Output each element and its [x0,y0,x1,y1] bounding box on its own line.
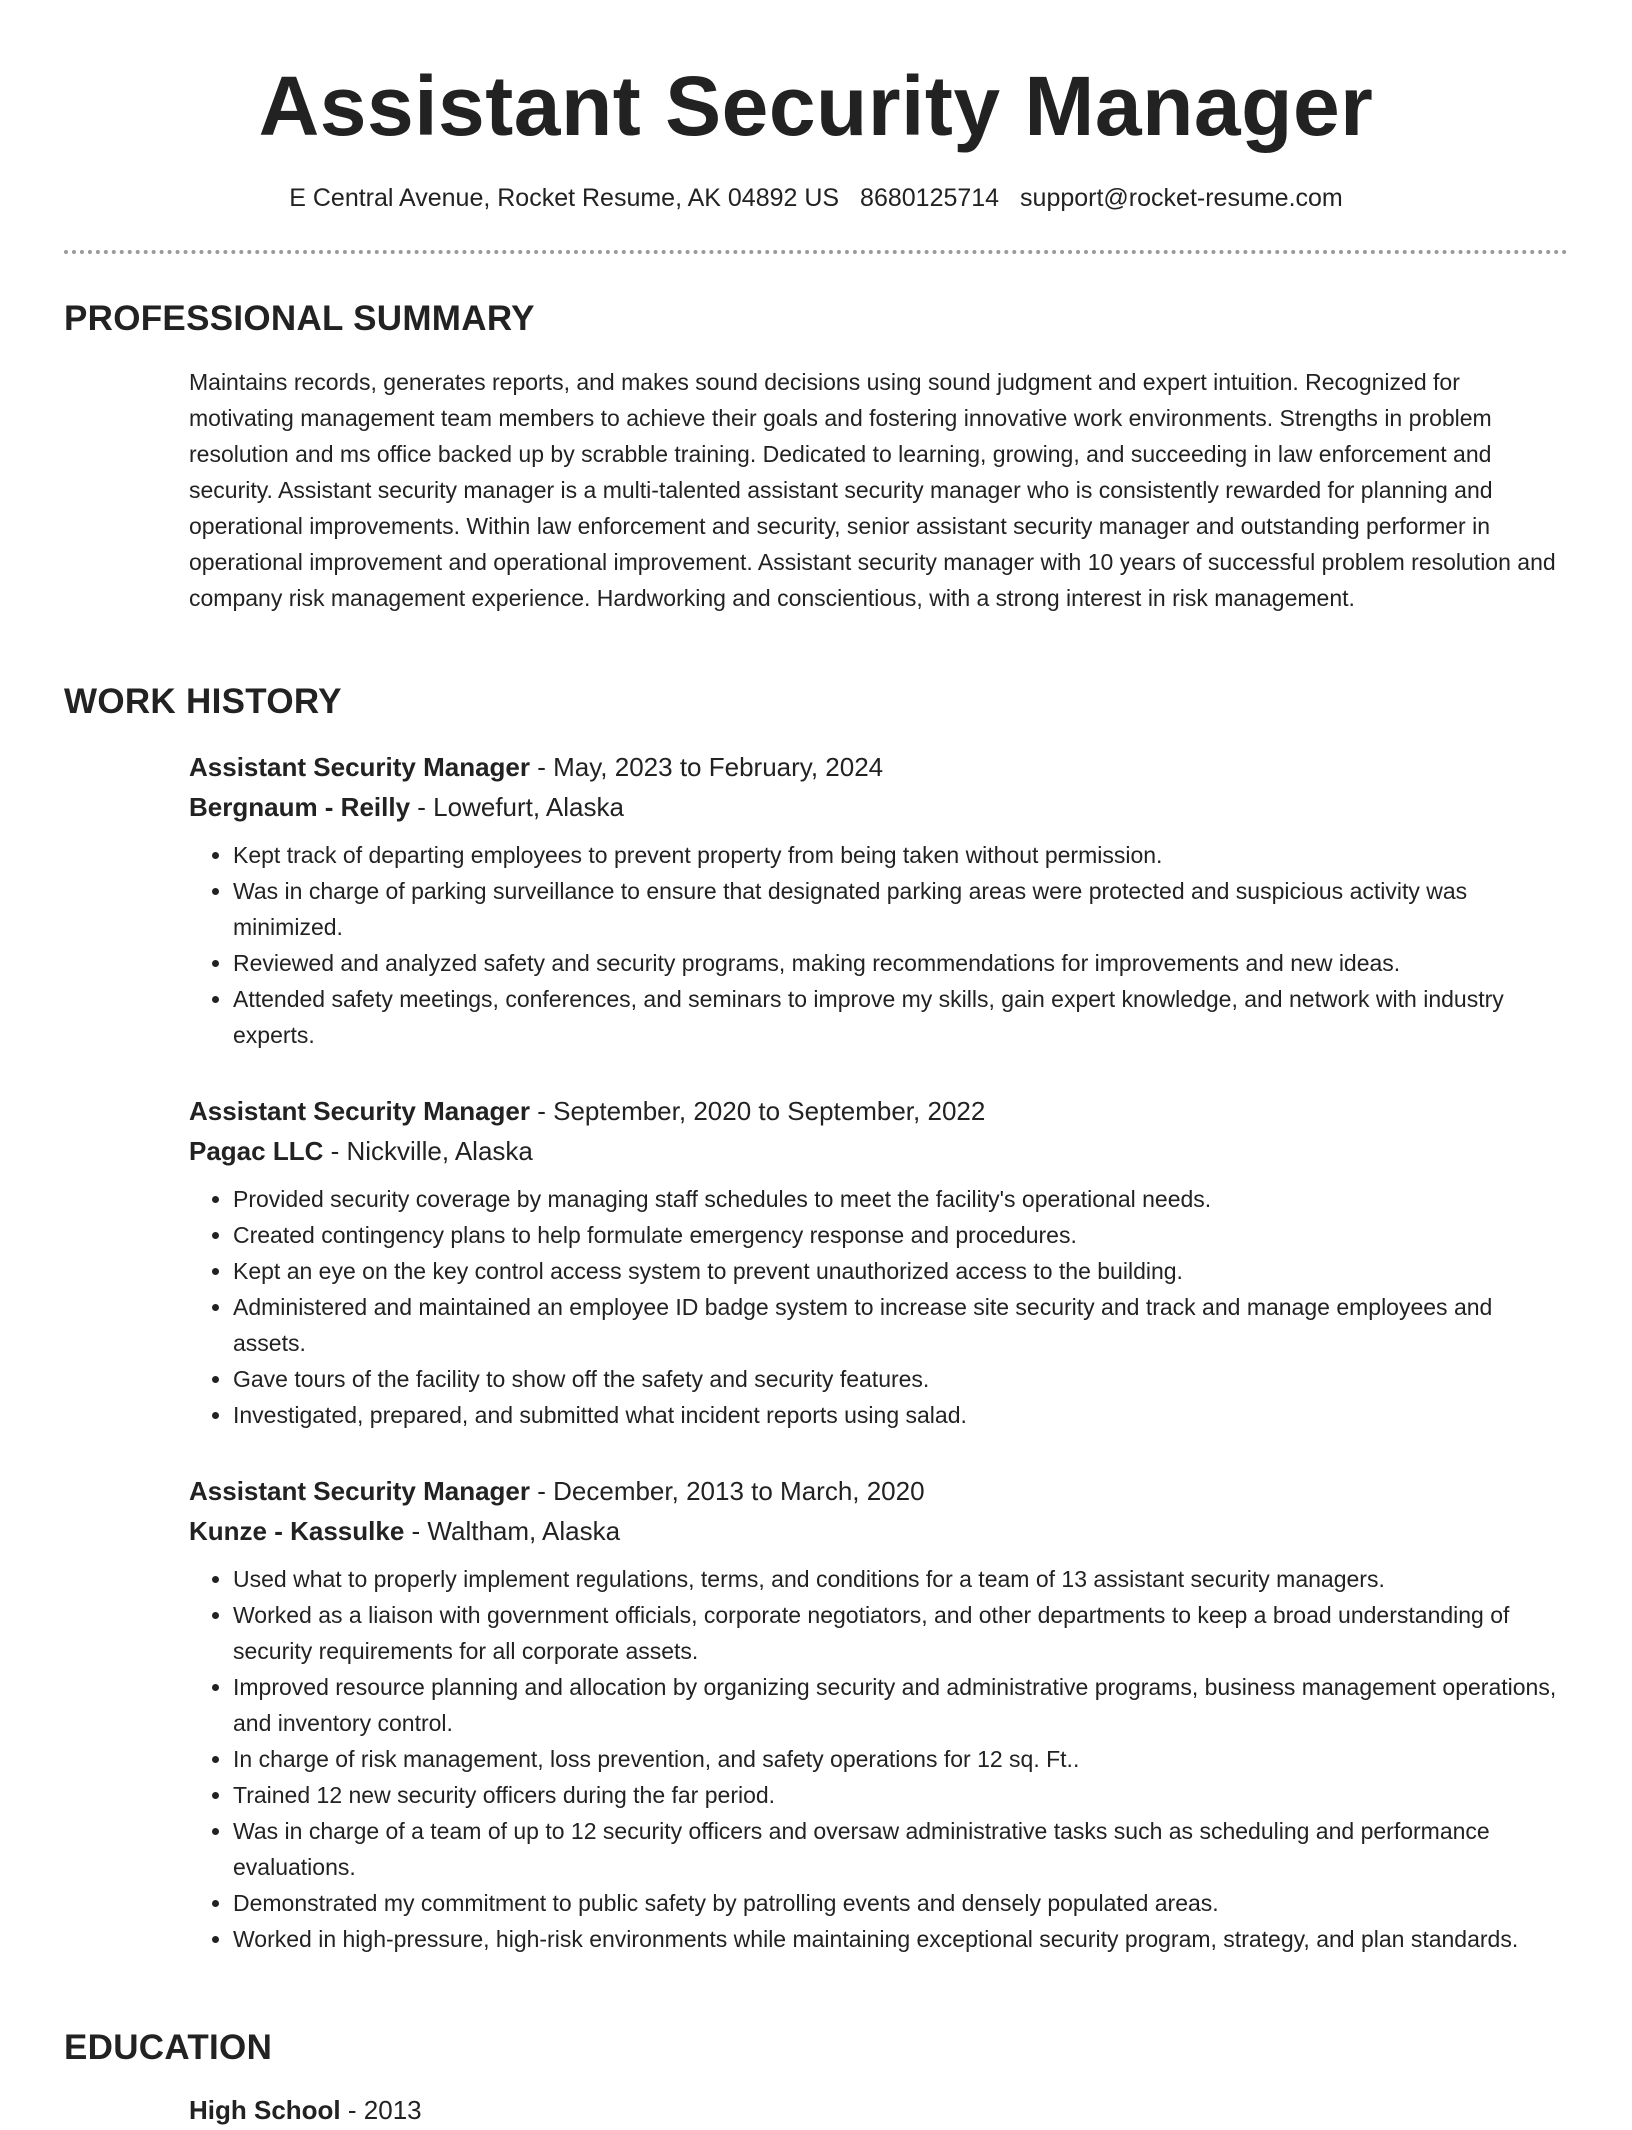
resume-name: Assistant Security Manager [258,59,1374,153]
contact-line [0,180,1632,216]
job-bullet: • Administered and maintained an employee ID badge system to increase site security and track and manage employees and assets. [233,1289,1569,1361]
education-line [189,2090,1569,2130]
job-title: Assistant Security Manager [189,752,531,782]
job-company: Bergnaum - Reilly [189,792,411,822]
job-bullet: • Was in charge of parking surveillance to ensure that designated parking areas were protected and suspicious activity was minimized. [233,873,1569,945]
job-title: Assistant Security Manager [189,1096,531,1126]
job-bullet: • Gave tours of the facility to show off the safety and security features. [233,1361,1569,1397]
education-heading: EDUCATION [64,2028,273,2067]
job-bullet: • Improved resource planning and allocation by organizing security and administrative programs, business management operations, and inventory control. [233,1669,1569,1741]
job-company: Kunze - Kassulke [189,1516,405,1546]
job-entry [189,747,1569,1053]
job-bullet: • In charge of risk management, loss prevention, and safety operations for 12 sq. Ft.. [233,1741,1569,1777]
job-dates: - September, 2020 to September, 2022 [530,1096,986,1126]
job-bullet: • Used what to properly implement regulations, terms, and conditions for a team of 13 assistant security managers. [233,1561,1569,1597]
job-bullet: • Kept an eye on the key control access system to prevent unauthorized access to the building. [233,1253,1569,1289]
job-title-line [189,747,1569,787]
job-title-line [189,1471,1569,1511]
job-location: - Nickville, Alaska [323,1136,533,1166]
job-bullets [189,1181,1569,1433]
job-bullet: • Demonstrated my commitment to public safety by patrolling events and densely populated areas. [233,1885,1569,1921]
job-bullet: • Provided security coverage by managing staff schedules to meet the facility's operational needs. [233,1181,1569,1217]
job-bullet: • Reviewed and analyzed safety and security programs, making recommendations for improvements and new ideas. [233,945,1569,981]
contact-address: E Central Avenue, Rocket Resume, AK 04892 US [289,184,840,212]
job-bullet: • Kept track of departing employees to prevent property from being taken without permission. [233,837,1569,873]
job-company-line [189,787,1569,827]
job-company-line [189,1131,1569,1171]
education-degree: High School [189,2095,341,2125]
job-location: - Lowefurt, Alaska [410,792,624,822]
education-year: - 2013 [340,2095,422,2125]
job-bullet: • Worked as a liaison with government officials, corporate negotiators, and other departments to keep a broad understanding of security requirements for all corporate assets. [233,1597,1569,1669]
job-entry [189,1091,1569,1433]
job-dates: - May, 2023 to February, 2024 [530,752,884,782]
summary-text: Maintains records, generates reports, and makes sound decisions using sound judgment and expert intuition. Recognized for motivating management team members to achieve their goals and fostering innovative work environments. Strengths in problem resolution and ms office backed up by scrabble training. Dedicated to learning, growing, and succeeding in law enforcement and security. Assistant security manager is a multi-talented assistant security manager who is consistently rewarded for planning and operational improvements. Within law enforcement and security, senior assistant security manager and outstanding performer in operational improvement and operational improvement. Assistant security manager with 10 years of successful problem resolution and company risk management experience. Hardworking and conscientious, with a strong interest in risk management. [189,369,1556,611]
job-bullet: • Was in charge of a team of up to 12 security officers and oversaw administrative tasks such as scheduling and performance evaluations. [233,1813,1569,1885]
job-company-line [189,1511,1569,1551]
summary-heading: PROFESSIONAL SUMMARY [64,299,535,338]
work-history-heading: WORK HISTORY [64,682,342,721]
job-bullets [189,837,1569,1053]
job-bullet: • Investigated, prepared, and submitted what incident reports using salad. [233,1397,1569,1433]
job-bullet: • Trained 12 new security officers during the far period. [233,1777,1569,1813]
contact-email: support@rocket-resume.com [1020,184,1343,212]
header-divider [64,250,1568,254]
job-title-line [189,1091,1569,1131]
job-bullet: • Worked in high-pressure, high-risk environments while maintaining exceptional security program, strategy, and plan standards. [233,1921,1569,1957]
job-bullet: • Created contingency plans to help formulate emergency response and procedures. [233,1217,1569,1253]
job-location: - Waltham, Alaska [404,1516,621,1546]
education-entry [189,2090,1569,2130]
job-entry [189,1471,1569,1957]
job-title: Assistant Security Manager [189,1476,531,1506]
job-dates: - December, 2013 to March, 2020 [530,1476,925,1506]
job-bullet: • Attended safety meetings, conferences, and seminars to improve my skills, gain expert knowledge, and network with industry experts. [233,981,1569,1053]
contact-phone: 8680125714 [860,184,1000,212]
job-company: Pagac LLC [189,1136,324,1166]
job-bullets [189,1561,1569,1957]
